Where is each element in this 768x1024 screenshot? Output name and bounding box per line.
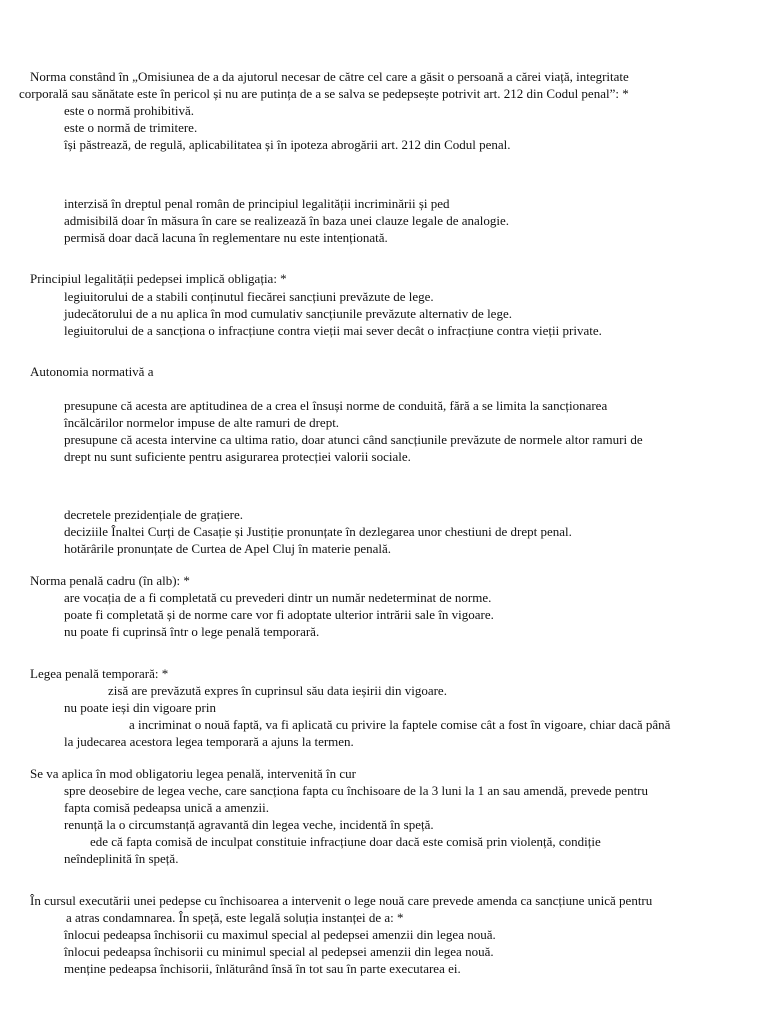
question-3-option-b[interactable]: judecătorului de a nu aplica în mod cumulativ sancțiunile prevăzute alternativ de lege. [64, 306, 512, 321]
question-8-option-c-line-2[interactable]: neîndeplinită în speță. [64, 851, 179, 866]
question-5-option-c[interactable]: hotărârile pronunțate de Curtea de Apel Cluj în materie penală. [64, 541, 392, 556]
question-5-option-b[interactable]: deciziile Înaltei Curți de Casație și Justiție pronunțate în dezlegarea unor chestiuni de drept penal. [64, 524, 572, 539]
question-6-option-c[interactable]: nu poate fi cuprinsă într o lege penală temporară. [64, 624, 320, 639]
question-4-option-a-line-2[interactable]: încălcărilor normelor impuse de alte ramuri de drept. [64, 415, 340, 430]
question-8-option-a-line-1[interactable]: spre deosebire de legea veche, care sancționa fapta cu închisoare de la 3 luni la 1 an sau amendă, prevede pentru [64, 783, 649, 798]
question-1-option-a[interactable]: este o normă prohibitivă. [64, 103, 194, 118]
question-2-option-b[interactable]: admisibilă doar în măsura în care se realizează în baza unei clauze legale de analogie. [64, 213, 510, 228]
question-7-option-c-line-1[interactable]: a incriminat o nouă faptă, va fi aplicată cu privire la faptele comise cât a fost în vigoare, chiar dacă până [129, 717, 671, 732]
question-1-option-c[interactable]: își păstrează, de regulă, aplicabilitatea și în ipoteza abrogării art. 212 din Codul penal. [64, 137, 511, 152]
question-4-option-b-line-2[interactable]: drept nu sunt suficiente pentru asigurarea protecției valorii sociale. [64, 449, 411, 464]
question-7-stem: Legea penală temporară: * [30, 666, 169, 681]
question-5-option-a[interactable]: decretele prezidențiale de grațiere. [64, 507, 243, 522]
question-8-option-a-line-2[interactable]: fapta comisă pedeapsa unică a amenzii. [64, 800, 270, 815]
question-7-option-c-line-2[interactable]: la judecarea acestora legea temporară a ajuns la termen. [64, 734, 354, 749]
question-6-option-a[interactable]: are vocația de a fi completată cu prevederi dintr un număr nedeterminat de norme. [64, 590, 492, 605]
question-9-option-a[interactable]: înlocui pedeapsa închisorii cu maximul special al pedepsei amenzii din legea nouă. [64, 927, 496, 942]
question-9-stem-line-2: a atras condamnarea. În speță, este legală soluția instanței de a: * [66, 910, 404, 925]
question-3-option-a[interactable]: legiuitorului de a stabili conținutul fiecărei sancțiuni prevăzute de lege. [64, 289, 434, 304]
question-7-option-b[interactable]: nu poate ieși din vigoare prin [64, 700, 216, 715]
question-6-option-b[interactable]: poate fi completată și de norme care vor fi adoptate ulterior intrării sale în vigoare. [64, 607, 494, 622]
question-1-option-b[interactable]: este o normă de trimitere. [64, 120, 198, 135]
question-1-stem-line-1: Norma constând în „Omisiunea de a da ajutorul necesar de către cel care a găsit o persoană a cărei viață, integritate [30, 69, 629, 84]
question-9-option-b[interactable]: înlocui pedeapsa închisorii cu minimul special al pedepsei amenzii din legea nouă. [64, 944, 494, 959]
question-4-option-b-line-1[interactable]: presupune că acesta intervine ca ultima ratio, doar atunci când sancțiunile prevăzute de normele altor ramuri de [64, 432, 643, 447]
question-8-option-c-line-1[interactable]: ede că fapta comisă de inculpat constituie infracțiune doar dacă este comisă prin violență, condiție [90, 834, 601, 849]
question-4-stem: Autonomia normativă a [30, 364, 154, 379]
question-4-option-a-line-1[interactable]: presupune că acesta are aptitudinea de a crea el însuși norme de conduită, fără a se limita la sancționarea [64, 398, 608, 413]
question-8-option-b[interactable]: renunță la o circumstanță agravantă din legea veche, incidentă în speță. [64, 817, 434, 832]
question-7-option-a[interactable]: zisă are prevăzută expres în cuprinsul său data ieșirii din vigoare. [108, 683, 447, 698]
question-1-stem-line-2: corporală sau sănătate este în pericol și nu are putința de a se salva se pedepsește potrivit art. 212 din Codul penal”: * [19, 86, 629, 101]
question-3-stem: Principiul legalității pedepsei implică obligația: * [30, 271, 287, 286]
question-3-option-c[interactable]: legiuitorului de a sancționa o infracțiune contra vieții mai sever decât o infracțiune contra vieții private. [64, 323, 602, 338]
question-9-option-c[interactable]: menține pedeapsa închisorii, înlăturând însă în tot sau în parte executarea ei. [64, 961, 461, 976]
question-6-stem: Norma penală cadru (în alb): * [30, 573, 190, 588]
question-2-option-a[interactable]: interzisă în dreptul penal român de principiul legalității incriminării și ped [64, 196, 450, 211]
question-8-stem: Se va aplica în mod obligatoriu legea penală, intervenită în cur [30, 766, 356, 781]
question-9-stem-line-1: În cursul executării unei pedepse cu închisoarea a intervenit o lege nouă care prevede amenda ca sancțiune unică pentru [30, 893, 653, 908]
question-2-option-c[interactable]: permisă doar dacă lacuna în reglementare nu este intenționată. [64, 230, 388, 245]
